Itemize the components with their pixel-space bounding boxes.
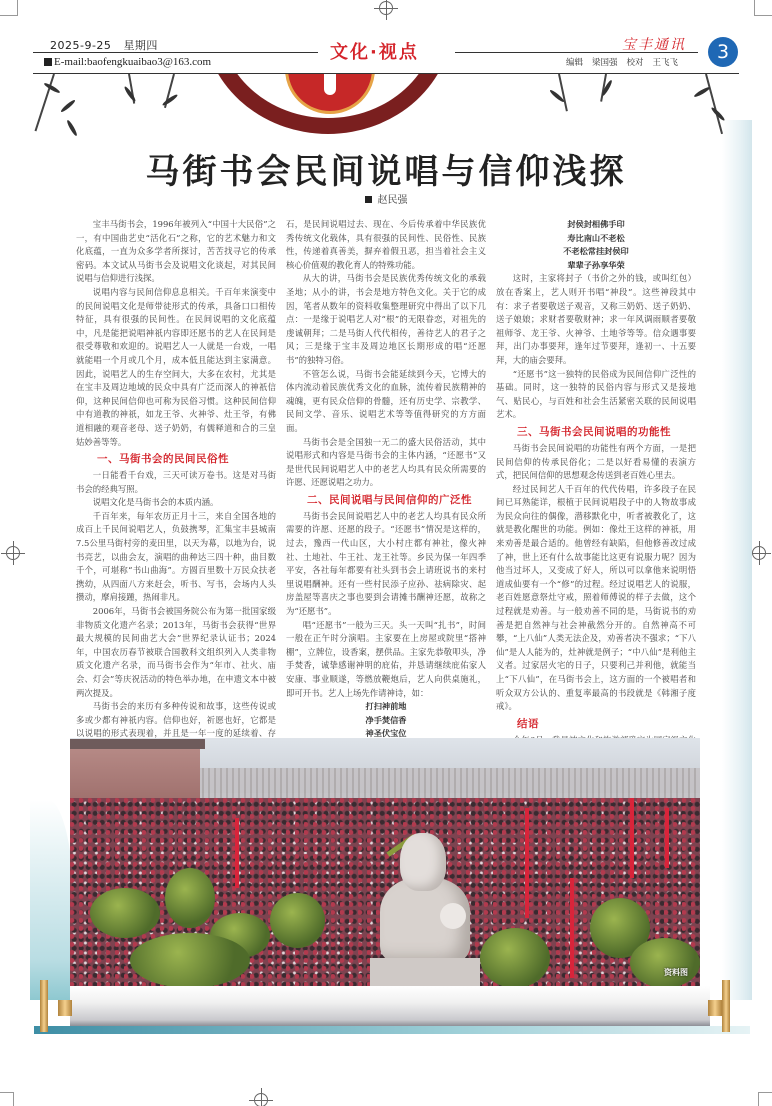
scroll-roller [70,986,710,1026]
section-title: 文化·视点 [330,42,419,63]
scroll-knob [58,1000,72,1016]
scroll-base [34,1026,750,1034]
photo-banner [235,818,239,888]
statue-base [370,958,480,986]
photo-banner [525,808,529,918]
paragraph: 唱“还愿书”一般为三天。头一天叫“扎书”，时间一般在正午时分演唱。主家要在上房屋或院里“搭神棚”，立牌位，设香案，摆供品。主家先恭敬叩头，净手焚香，诚挚感谢神明的庇佑，并恳请继续庇佑家人安康、事业顺遂，等燃放鞭炮后，艺人向供桌施礼，即可开书。艺人上场先作请神诗，如： [286,619,486,698]
statue-head [400,833,446,891]
paragraph: 2006年，马街书会被国务院公布为第一批国家级非物质文化遗产名录；2013年，马街书会获得“世界最大规模的民间曲艺大会”世界纪录认证书；2024年，中国农历春节被联合国教科文组织列入人类非物质文化遗产名录，而马街书会作为“年市、社火、庙会、灯会”等庆祝活动的特色举办地，在申遗文本中被两次提及。 [76,606,276,698]
photo-banner [570,878,574,978]
bamboo-branch-icon [558,74,568,111]
editor-label: 编辑 [566,58,584,68]
article-photo [70,738,700,986]
photo-bush [630,938,700,986]
bamboo-leaf-icon [66,119,78,137]
scroll-end-cap [722,980,730,1032]
proof-name: 王飞飞 [652,58,679,68]
crop-mark [0,0,18,16]
crop-mark [758,1092,772,1106]
photo-bush [130,933,250,986]
paragraph: 经过民间艺人千百年的代代传唱，许多段子在民间已耳熟能详，根植于民间说唱段子中的人物故事成为民众向往的偶像，潜移默化中，听者被教化了，这就是教化醒世的功能。例如：像灶王这样的神祇，用来劝善是最合适的。他曾经有缺陷，但他修善改过成了神，世上还有什么故事能比这更有说服力呢？因为他当过坏人，又变成了好人，所以可以拿他来说明悟道成仙要有一个“修”的过程。经过说唱艺人的说服，老百姓愿意祭灶守戒，照着师傅说的样子去做，这个过程就是劝善。与一般劝善不同的是，马街说书的劝善是把自然神与社会神截然分开的。自然神高不可攀，“上八仙”人类无法企及，劝善者决不强求；“下八仙”是人人能为的，灶神就是例子；“中八仙”是利他主义者。过家居火宅的日子，只要利己并利他，就能当上“下八仙”，在马街书会上，这方面的一个被唱者和听众双方公认的、重复率最高的书段就是《韩湘子度戒》。 [496,483,696,712]
verse-line: 不老松常挂封侯印 [563,246,629,257]
crop-mark [0,1092,14,1106]
paragraph: “还愿书”这一独特的民俗成为民间信仰广泛性的基础。同时，这一独特的民俗内容与形式又是接地气、贴民心，与百姓和社会生活紧密关联的民间说唱艺术。 [496,368,696,420]
byline [0,191,772,206]
contact-email [44,56,211,68]
article-column-3 [496,218,696,802]
photo-bush [480,928,550,986]
photo-caption: 资料图 [664,968,688,977]
verse-line: 辈辈子孙享华荣 [567,259,625,270]
paragraph: 石，是民间说唱过去、现在、今后传承着中华民族优秀传统文化载体，具有很强的民间性、民俗性、民族性，传递着真善美，摒弃着假丑恶，担当着社会主义核心价值观的教化育人的特殊功能。 [286,219,486,270]
paragraph: 马街书会的来历有多种传说和故事，这些传说或多或少都有神祇内容。信仰也好，祈愿也好，它都是以说唱的形式表现着，并且是一年一度的延续着、存 [76,701,276,739]
photo-banner [630,798,634,878]
editor-credits [566,56,678,68]
decorative-swoosh [30,800,75,1000]
issue-date [50,37,158,53]
date-text: 2025-9-25 [50,39,112,52]
crop-mark [754,0,772,16]
paragraph: 说唱文化是马街书会的本质内涵。 [92,497,219,508]
statue-drum [440,903,466,929]
section-heading: 二、民间说唱与民间信仰的广泛性 [307,493,472,506]
author-name: 赵民强 [377,195,408,206]
registration-mark [379,1,393,15]
paragraph: 马街书会民间说唱艺人中的老艺人均具有民众所需要的许愿、还愿的段子。“还愿书”情况是这样的，过去，豫西一代山区，大小村庄都有神社，像火神社、土地社、牛王社、龙王社等。乡民为保一年四季平安，各社每年都要有社头到书会上请班说书的来村里说唱酬神。还有一些村民添子应孙、祛病除灾、起房盖屋等喜庆之事也要到会请摊书酬神还愿，故称之为“还愿书”。 [286,510,486,617]
bamboo-branch-icon [705,74,723,134]
page-number-badge: 3 [708,37,738,67]
photo-bush [165,868,215,928]
proof-label: 校对 [626,58,644,68]
registration-mark [6,546,20,560]
newspaper-brand: 宝丰通讯 [622,37,686,53]
paragraph: 说唱内容与民间信仰息息相关。千百年来演变中的民间说唱文化是师带徒形式的传承，具备口口相传特征，具有很强的民间性。在民间说唱的文化底蕴中，凡是能把说唱神祇内容即还愿书的艺人在民间是很受尊敬和欢迎的。说唱艺人一人就是一台戏，一唱就能唱一个月或几个月，成本低且能达到主家满意。因此，说唱艺人的生存空间大，大多在农村，尤其是在宝丰及周边地域的民众中具有广泛而深人的神祇信仰，这种民间信仰也可称为民俗习惯。这种民间信仰中有道教的神祇，如龙王爷、火神爷、灶王爷，有佛道相融的观音老母、送子奶奶，有儒释道和合的三皇姑妙善等等。 [76,286,276,447]
photo-bush [270,893,325,948]
verse-line: 打扫神前地 [365,701,407,712]
registration-mark [254,1093,268,1106]
paragraph: 千百年来，每年农历正月十三，来自全国各地的成百上千民间说唱艺人，负鼓携琴，汇集宝丰县城南7.5公里马街村旁的麦田里，以天为幕，以地为台，说书亮艺，以曲会友，演唱的曲种达三四十种，曲目数千个，可堪称“书山曲海”。方圆百里数十万民众扶老携幼，从四面八方来赶会，听书、写书，会场内人头攒动，摩肩接踵，热闹非凡。 [76,510,276,603]
verse-line: 神圣伏宝位 [365,728,407,739]
article-title: 马街书会民间说唱与信仰浅探 [145,152,627,192]
paragraph: 一日能看千台戏，三天可读万卷书。这是对马街书会的经典写照。 [76,470,276,494]
header-divider [33,52,318,53]
verse-line: 寿比南山不老松 [567,232,625,243]
paragraph: 不管怎么说，马街书会能延续到今天，它博大的体内流动着民族优秀文化的血脉，流传着民族精神的魂魄，更有民众信仰的骨髓，还有历史学、宗教学、民间文学、音乐、说唱艺术等等值得研究的方方面面。 [286,368,486,433]
verse-line: 净手焚信香 [365,714,407,725]
scroll-end-cap [40,980,48,1032]
bamboo-leaf-icon [60,99,76,114]
paragraph: 马街书会是全国独一无二的盛大民俗活动，其中说唱形式和内容是马街书会的主体内涵，“还愿书”又是世代民间说唱艺人中的老艺人均具有民众所需要的许愿、还愿说唱之功力。 [286,436,486,488]
bamboo-leaf-icon [161,93,178,107]
square-bullet-icon [365,196,372,203]
paragraph: 马街书会民间说唱的功能性有两个方面，一是把民间信仰的传承民俗化；二是以好看易懂的表演方式，把民间信仰的思想观念传送到老百姓心里去。 [496,442,696,481]
decorative-swoosh [722,120,752,1000]
photo-statue [370,823,480,986]
article-column-2 [286,218,486,795]
section-heading: 一、马街书会的民间民俗性 [97,453,229,466]
paragraph: 这时，主家将封子（书价之外的钱，或叫红包）放在香案上，艺人则开书唱“神段”。这些神段其中有：求子者要敬送子观音，又称三奶奶、送子奶奶、送子娘娘；求财者要敬财神；求一年风调雨顺者要敬祖师爷、龙王爷、火神爷、土地爷等等。信众遇事要拜，出门办事要拜，逢年过节要拜，逢初一、十五要拜，大的庙会要拜。 [496,273,696,365]
top-ornament [33,74,739,146]
article-column-1 [76,218,276,823]
bamboo-leaf-icon [693,86,711,98]
scroll-knob [708,1000,722,1016]
verse-line: 封侯封相佛手印 [567,219,625,229]
section-heading: 结语 [517,717,539,730]
photo-banner [665,808,669,868]
section-heading: 三、马街书会民间说唱的功能性 [517,425,671,438]
photo-bush [90,888,160,938]
registration-mark [752,546,766,560]
paragraph: 从大的讲，马街书会是民族优秀传统文化的承载圣地；从小的讲，书会是地方特色文化。关于它的成因，笔者从数年的资料收集整理研究中得出了以下几点：一是缘于说唱艺人对“根”的无限眷恋，对祖先的虔诚朝拜；二是马街人代代相传，善待艺人的君子之风；三是缘于宝丰及周边地区长期形成的唱“还愿书”的独特习俗。 [286,273,486,365]
paragraph: 宝丰马街书会，1996年被列入“中国十大民俗”之一，有中国曲艺史“活化石”之称，它的艺术魅力和文化底蕴，一直为众多学者所探讨，苦苦找寻它的传承密码。本文试从马街书会及说唱文化谈起，对其民间说唱与信仰进行浅探。 [76,219,276,284]
weekday-text: 星期四 [123,39,158,52]
email-text: E-mail:baofengkuaibao3@163.com [54,56,212,68]
square-bullet-icon [44,58,52,66]
editor-name: 梁国强 [592,58,618,68]
